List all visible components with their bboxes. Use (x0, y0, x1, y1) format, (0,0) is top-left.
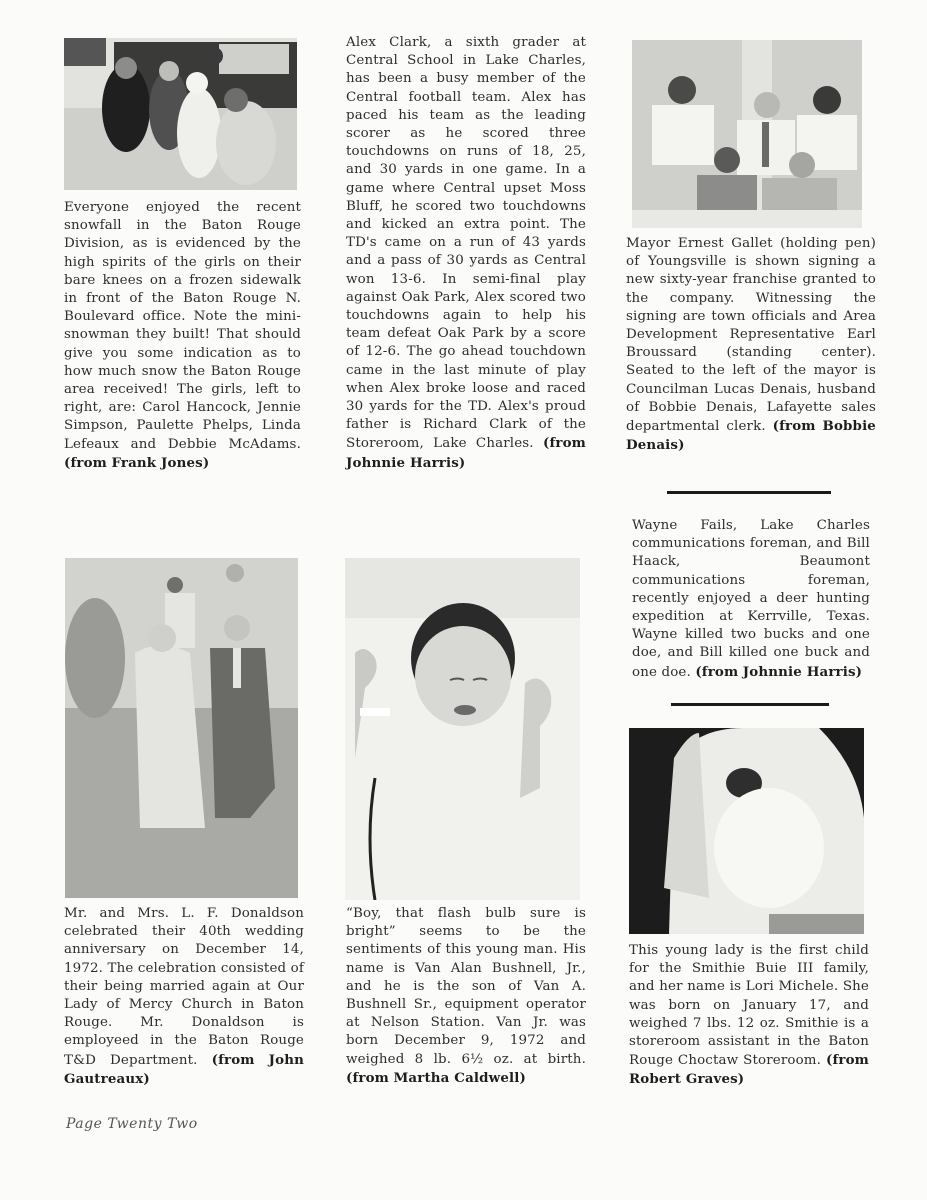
caption-text: Wayne Fails, Lake Charles communications foreman, and Bill Haack, Beaumont communications foreman, recently enjoyed a deer hunting expedition at Kerrville, Texas. Wayne killed two bucks and one doe, and Bill killed one buck and one doe. (632, 518, 870, 680)
credit-prefix: (from (64, 454, 108, 471)
credit-prefix: (from (542, 435, 586, 452)
baby-boy-photo-image (345, 558, 580, 900)
credit-prefix: (from (211, 1051, 255, 1068)
caption-text: This young lady is the first child for the Smithie Buie III family, and her name is Lori Michele. She was born on January 17, and weighed 7 lbs. 12 oz. Smithie is a storeroom assistant in the Baton Rouge Choctaw Storeroom. (629, 943, 869, 1069)
page-number: Page Twenty Two (66, 1116, 198, 1132)
credit-prefix: (from (772, 418, 816, 435)
caption-text: Alex Clark, a sixth grader at Central School in Lake Charles, has been a busy member of the Central football team. Alex has paced his team as the leading scorer as he scored three touchdowns on runs of 18, 25, and 30 yards in one game. In a game where Central upset Moss Bluff, he scored two touchdowns and kicked an extra point. The TD's came on a run of 43 yards and a pass of 30 yards as Central won 13-6. In semi-final play against Oak Park, Alex scored two touchdowns again to help his team defeat Oak Park by a score of 12-6. The go ahead touchdown came in the last minute of play when Alex broke loose and raced 30 yards for the TD. Alex's proud father is Richard Clark of the Storeroom, Lake Charles. (346, 35, 586, 452)
credit-name: Bobbie Denais) (626, 418, 876, 454)
franchise-photo-image (632, 40, 862, 228)
credit-prefix: (from (346, 1069, 390, 1086)
photo-baby-boy (345, 558, 580, 900)
credit-name: Robert Graves) (629, 1071, 745, 1088)
caption-text: Mayor Ernest Gallet (holding pen) of Youngsville is shown signing a new sixty-year franchise granted to the company. Witnessing the signing are town officials and Area Development Representative Earl Broussard (standing center). Seated to the left of the mayor is Councilman Lucas Denais, husband of Bobbie Denais, Lafayette sales departmental clerk. (626, 236, 876, 435)
credit-name: Frank Jones) (111, 454, 210, 471)
caption-text: “Boy, that flash bulb sure is bright” seems to be the sentiments of this young man. His name is Van Alan Bushnell, Jr., and he is the son of Van A. Bushnell Sr., equipment operator at Nelson Station. Van Jr. was born December 9, 1972 and weighed 8 lb. 6½ oz. at birth. (346, 906, 586, 1067)
baby-girl-photo-image (629, 728, 864, 934)
caption-franchise (626, 235, 876, 455)
caption-alex-clark (346, 34, 586, 473)
credit-name: Martha Caldwell) (393, 1069, 526, 1086)
credit-prefix: (from (695, 663, 739, 680)
credit-prefix: (from (825, 1052, 869, 1069)
caption-text: Everyone enjoyed the recent snowfall in the Baton Rouge Division, as is evidenced by the high spirits of the girls on their bare knees on a frozen sidewalk in front of the Baton Rouge N. Boulevard office. Note the mini-snowman they built! That should give you some indication as to how much snow the Baton Rouge area received! The girls, left to right, are: Carol Hancock, Jennie Simpson, Paulette Phelps, Linda Lefeaux and Debbie McAdams. (64, 200, 301, 452)
caption-deer-hunt (632, 517, 870, 682)
snowfall-photo-image (64, 38, 297, 190)
anniversary-photo-image (65, 558, 298, 898)
photo-snowfall-girls (64, 38, 297, 190)
caption-text: Mr. and Mrs. L. F. Donaldson celebrated their 40th wedding anniversary on December 14, 1972. The celebration consisted of their being married again at Our Lady of Mercy Church in Baton Rouge. Mr. Donaldson is employeed in the Baton Rouge T&D Department. (64, 906, 304, 1068)
credit-name: John Gautreaux) (64, 1051, 304, 1087)
section-divider (671, 703, 829, 706)
photo-baby-girl (629, 728, 864, 934)
caption-snowfall (64, 199, 301, 473)
photo-anniversary-couple (65, 558, 298, 898)
credit-name: Johnnie Harris) (742, 663, 863, 680)
caption-anniversary (64, 905, 304, 1089)
caption-baby-boy (346, 905, 586, 1088)
section-divider (667, 491, 831, 494)
caption-baby-girl (629, 942, 869, 1090)
credit-name: Johnnie Harris) (346, 454, 466, 471)
photo-franchise-signing (632, 40, 862, 228)
